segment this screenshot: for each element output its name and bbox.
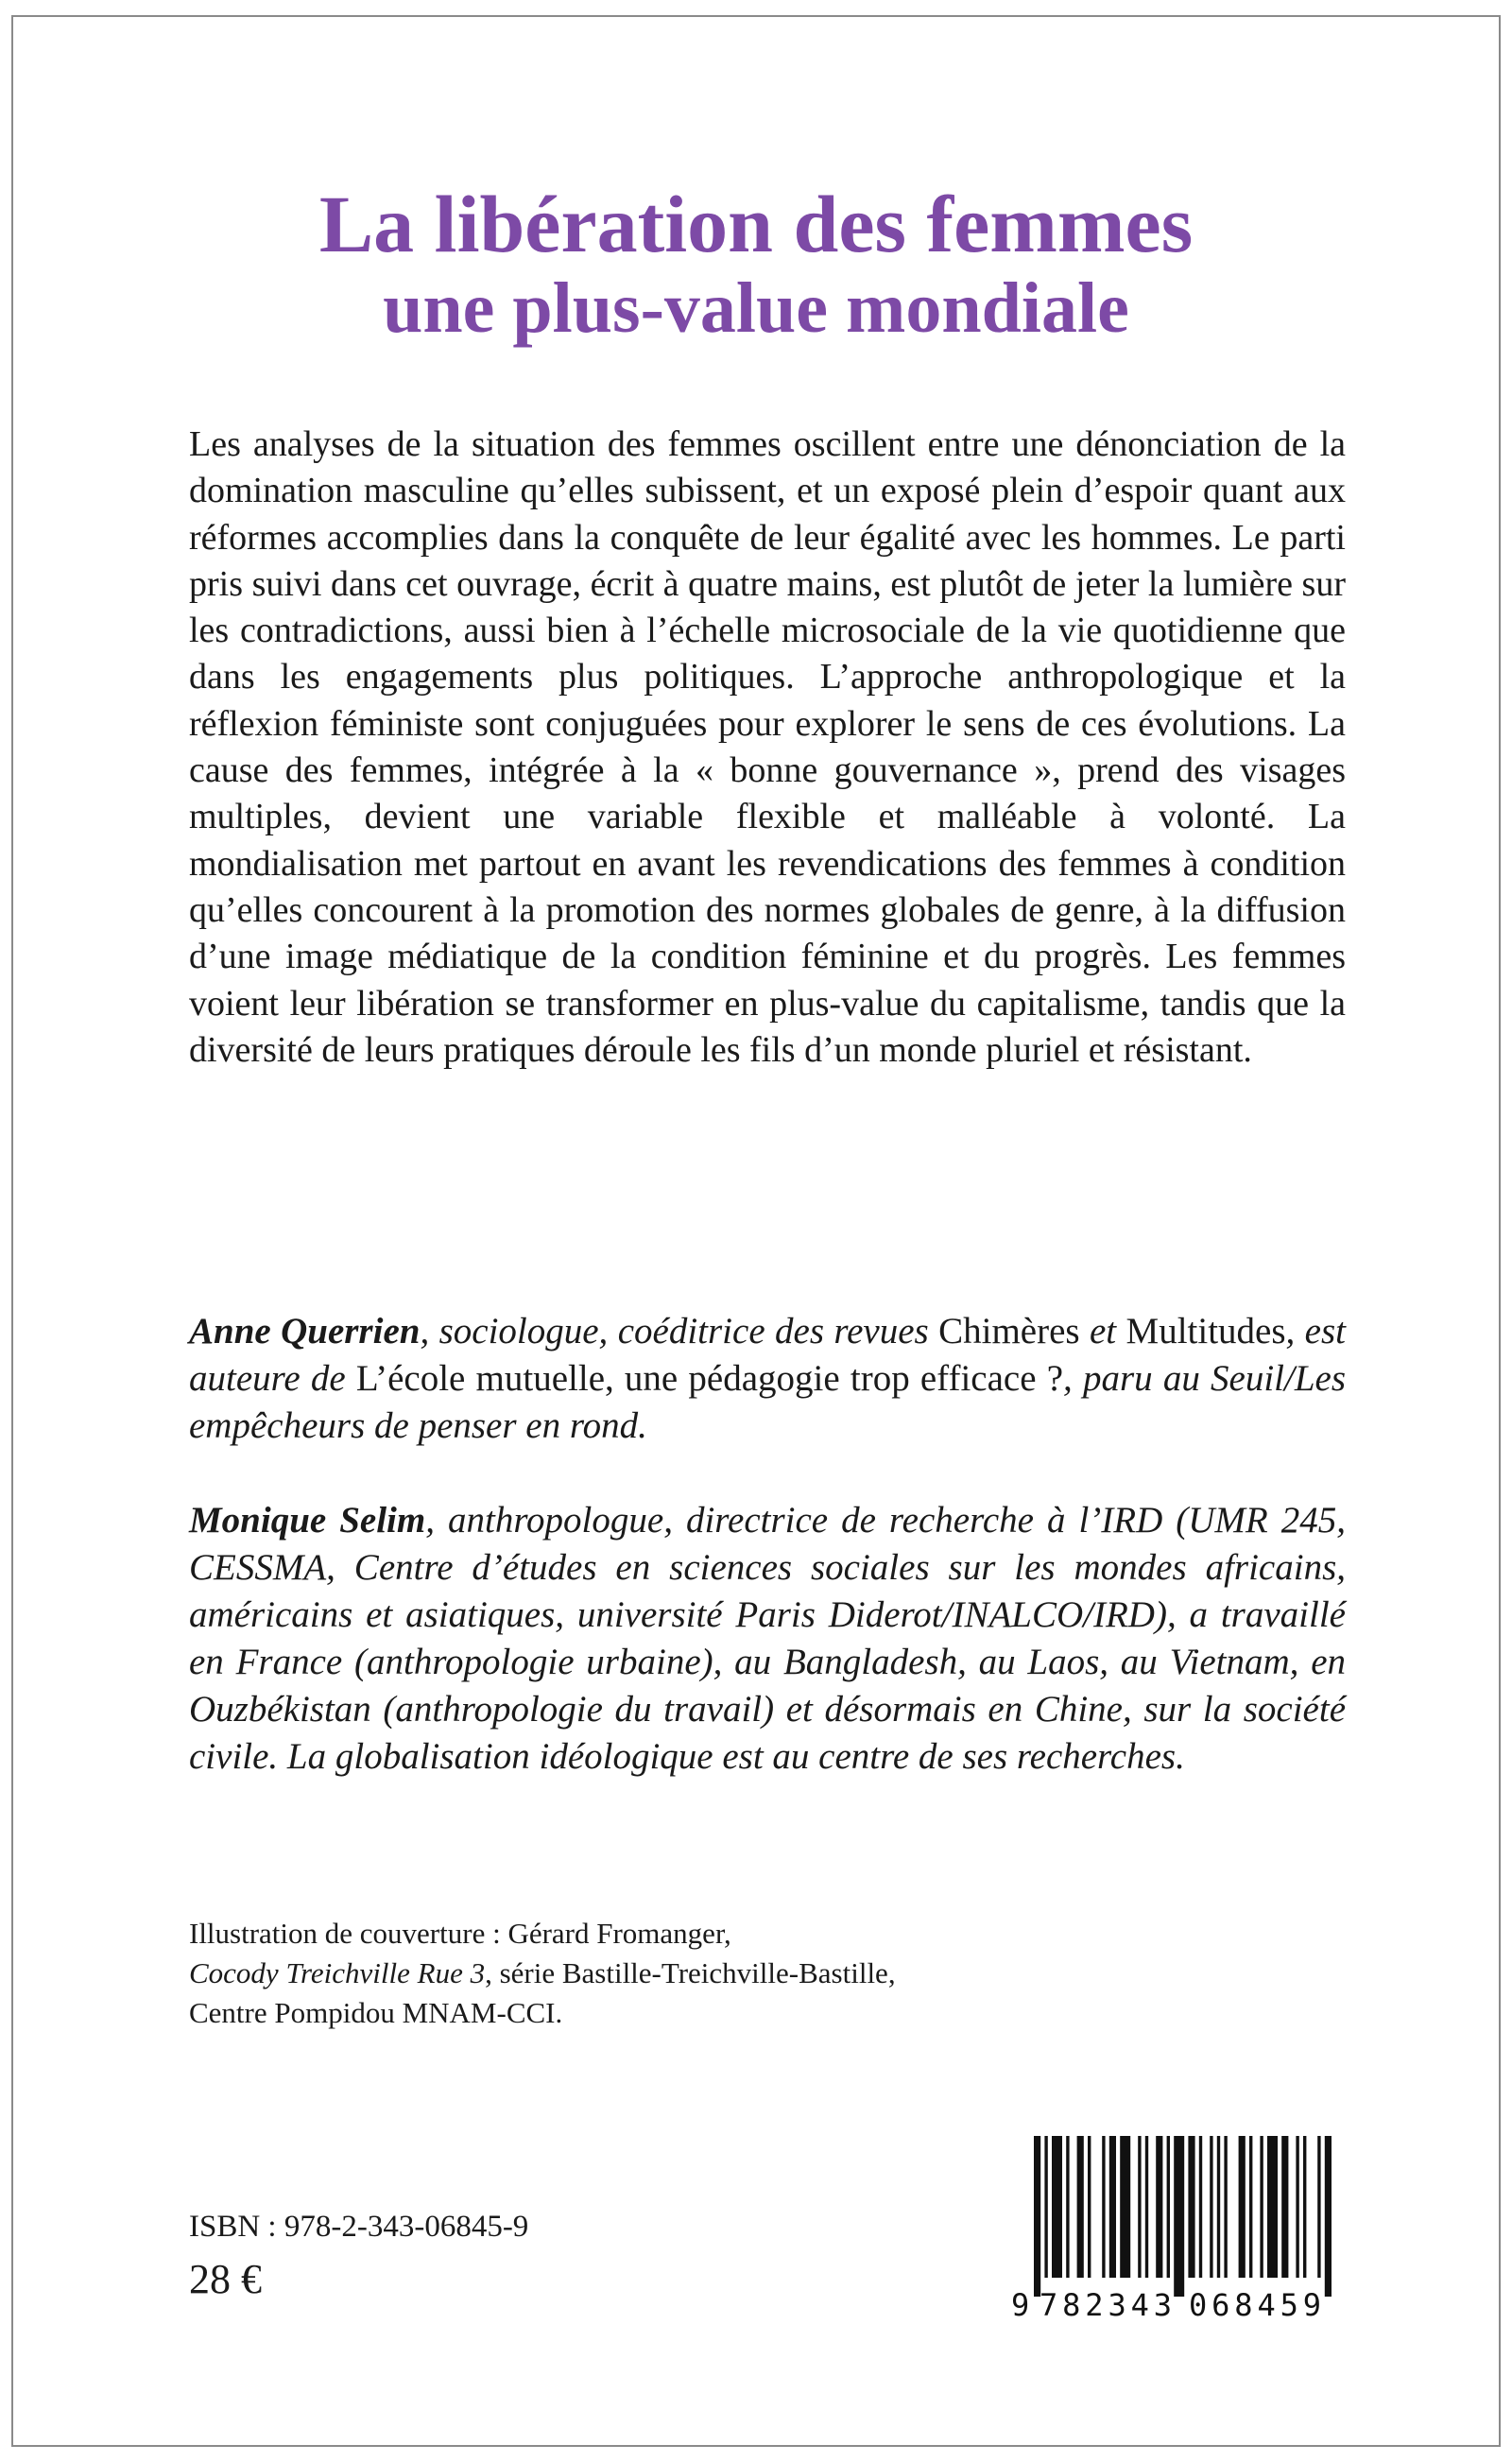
book-reference: L’école mutuelle, une pédagogie trop efficace ?: [355, 1358, 1064, 1399]
barcode-digits-left: 782343: [1040, 2287, 1172, 2319]
barcode-bar: [1034, 2136, 1040, 2297]
journal-title: Multitudes: [1125, 1311, 1286, 1352]
credit-line: Centre Pompidou MNAM-CCI.: [189, 1996, 563, 2029]
artwork-title: Cocody Treichville Rue 3: [189, 1956, 486, 1989]
conjunction: et: [1079, 1311, 1126, 1352]
barcode-bar: [1167, 2136, 1170, 2278]
barcode: [1011, 2136, 1338, 2319]
barcode-bar: [1138, 2136, 1141, 2278]
price: 28 €: [189, 2256, 262, 2302]
barcode-bar: [1102, 2136, 1105, 2278]
barcode-bar: [1174, 2136, 1184, 2297]
barcode-bar: [1249, 2136, 1252, 2278]
cover-credit: [189, 1914, 896, 2033]
barcode-bar: [1077, 2136, 1084, 2278]
barcode-bar: [1210, 2136, 1212, 2278]
author-desc: , sociologue, coéditrice des revues: [420, 1311, 939, 1352]
barcode-bar: [1120, 2136, 1130, 2278]
back-cover-blurb: Les analyses de la situation des femmes oscillent entre une dénonciation de la domination masculine qu’elles subissent, et un exposé plein d’espoir quant aux réformes accomplies dans la conquête de leur égalité avec les hommes. Le parti pris suivi dans cet ouvrage, écrit à quatre mains, est plutôt de jeter la lumière sur les contradictions, aussi bien à l’échelle microsociale de la vie quotidienne que dans les engagements plus politiques. L’approche anthropologique et la réflexion féministe sont conjuguées pour explorer le sens de ces évolutions. La cause des femmes, intégrée à la « bonne gouvernance », prend des visages multiples, devient une variable flexible et malléable à volonté. La mondialisation met partout en avant les revendications des femmes à condition qu’elles concourent à la promotion des normes globales de genre, à la diffusion d’une image médiatique de la condition féminine et du progrès. Les femmes voient leur libération se transformer en plus-value du capitalisme, tandis que la diversité de leurs pratiques déroule les fils d’un monde pluriel et résistant.: [189, 424, 1346, 1070]
credit-series: , série Bastille-Treichville-Bastille,: [485, 1956, 896, 1989]
credit-line: [189, 1954, 896, 1993]
author-bio-querrien: [189, 1308, 1346, 1450]
author-desc: , paru au Seuil/Les empêcheurs de penser en rond.: [189, 1358, 1346, 1446]
barcode-bar: [1224, 2136, 1227, 2278]
barcode-bars: [1034, 2136, 1332, 2297]
barcode-bar: [1317, 2136, 1320, 2278]
barcode-bar: [1199, 2136, 1202, 2278]
barcode-digits-right: 068459: [1189, 2287, 1321, 2319]
barcode-bar: [1325, 2136, 1332, 2297]
barcode-bar: [1088, 2136, 1091, 2278]
barcode-bar: [1188, 2136, 1194, 2278]
title-block: [0, 180, 1512, 348]
barcode-bar: [1066, 2136, 1069, 2278]
barcode-bar: [1281, 2136, 1288, 2278]
author-name: Monique Selim: [189, 1500, 426, 1541]
barcode-bar: [1296, 2136, 1298, 2278]
barcode-bar: [1044, 2136, 1047, 2278]
barcode-bar: [1217, 2136, 1220, 2278]
barcode-first-digit: 9: [1011, 2287, 1030, 2319]
author-name: Anne Querrien: [189, 1311, 421, 1352]
barcode-bar: [1052, 2136, 1062, 2278]
barcode-bar: [1303, 2136, 1306, 2278]
book-subtitle: une plus-value mondiale: [383, 267, 1129, 348]
author-bio-selim: [189, 1497, 1346, 1781]
page-border: [11, 15, 1501, 2447]
barcode-bar: [1145, 2136, 1148, 2278]
barcode-bar: [1239, 2136, 1246, 2278]
barcode-bar: [1267, 2136, 1278, 2278]
author-desc: , anthropologue, directrice de recherche à l’IRD (UMR 245, CESSMA, Centre d’études en sciences sociales sur les mondes africains, américains et asiatiques, université Paris Diderot/INALCO/IRD), a travaillé en France (anthropologie urbaine), au Bangladesh, au Laos, au Vietnam, en Ouzbékistan (anthropologie du travail) et désormais en Chine, sur la société civile. La globalisation idéologique est au centre de ses recherches.: [189, 1500, 1346, 1777]
credit-line: Illustration de couverture : Gérard Fromanger,: [189, 1917, 731, 1950]
barcode-bar: [1109, 2136, 1116, 2278]
barcode-bar: [1156, 2136, 1162, 2278]
book-title: La libération des femmes: [318, 179, 1194, 269]
author-desc: , est auteure de: [189, 1311, 1347, 1399]
isbn: ISBN : 978-2-343-06845-9: [189, 2210, 529, 2244]
journal-title: Chimères: [938, 1311, 1080, 1352]
barcode-bar: [1260, 2136, 1263, 2278]
